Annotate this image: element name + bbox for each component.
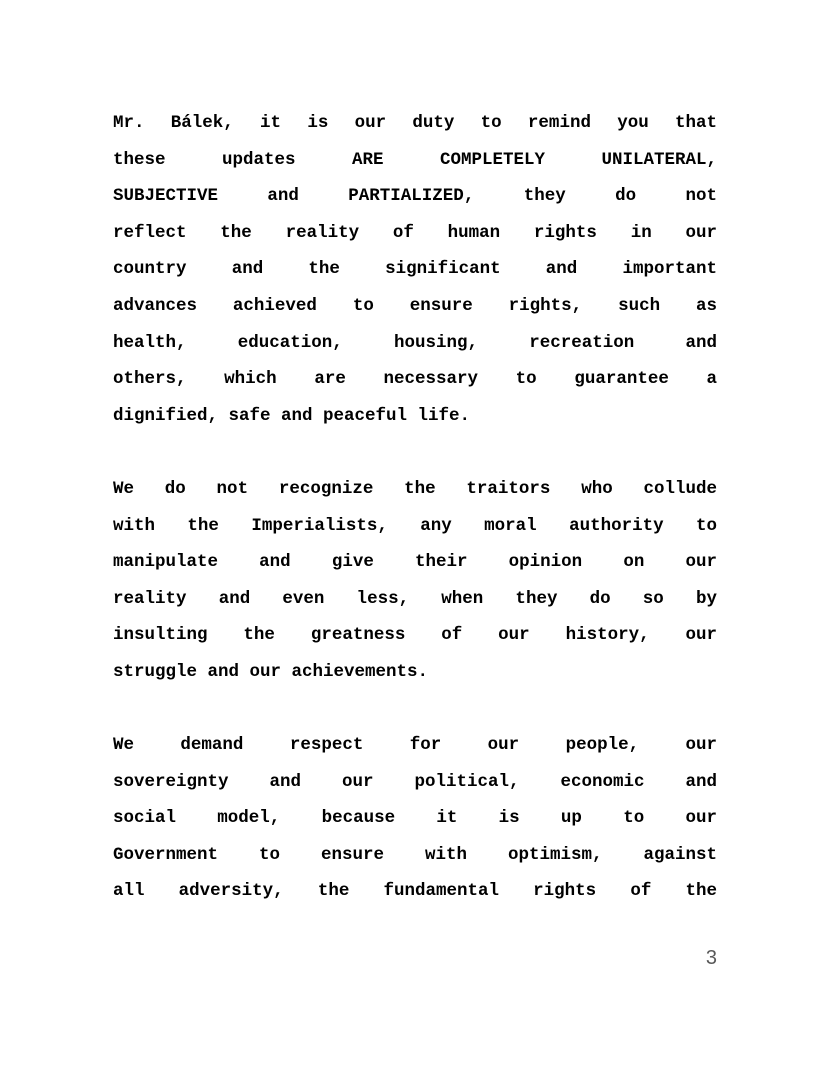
text-line: with the Imperialists, any moral authority to <box>113 515 717 536</box>
paragraph-1 <box>113 105 717 434</box>
text-line: SUBJECTIVE and PARTIALIZED, they do not <box>113 186 717 207</box>
text-line: Mr. Bálek, it is our duty to remind you that <box>113 113 717 133</box>
text-line: We demand respect for our people, our <box>113 735 717 756</box>
text-line: social model, because it is up to our <box>113 808 717 829</box>
text-line: advances achieved to ensure rights, such as <box>113 295 717 316</box>
text-line: sovereignty and our political, economic and <box>113 771 717 792</box>
text-line: Government to ensure with optimism, against <box>113 844 717 865</box>
text-line: all adversity, the fundamental rights of the <box>113 881 717 902</box>
paragraph-3 <box>113 727 717 910</box>
text-line: reflect the reality of human rights in our <box>113 222 717 243</box>
text-line: health, education, housing, recreation and <box>113 332 717 353</box>
text-line: others, which are necessary to guarantee a <box>113 369 717 390</box>
text-line: struggle and our achievements. <box>113 661 429 682</box>
text-line: dignified, safe and peaceful life. <box>113 405 471 426</box>
page-number: 3 <box>705 947 717 969</box>
text-line: manipulate and give their opinion on our <box>113 552 717 573</box>
text-block <box>113 105 717 910</box>
paragraph-2 <box>113 471 717 691</box>
text-line: these updates ARE COMPLETELY UNILATERAL, <box>113 149 717 170</box>
text-line: reality and even less, when they do so by <box>113 588 717 609</box>
text-line: insulting the greatness of our history, our <box>113 625 717 646</box>
text-line: country and the significant and important <box>113 259 717 280</box>
text-line: We do not recognize the traitors who collude <box>113 478 717 499</box>
